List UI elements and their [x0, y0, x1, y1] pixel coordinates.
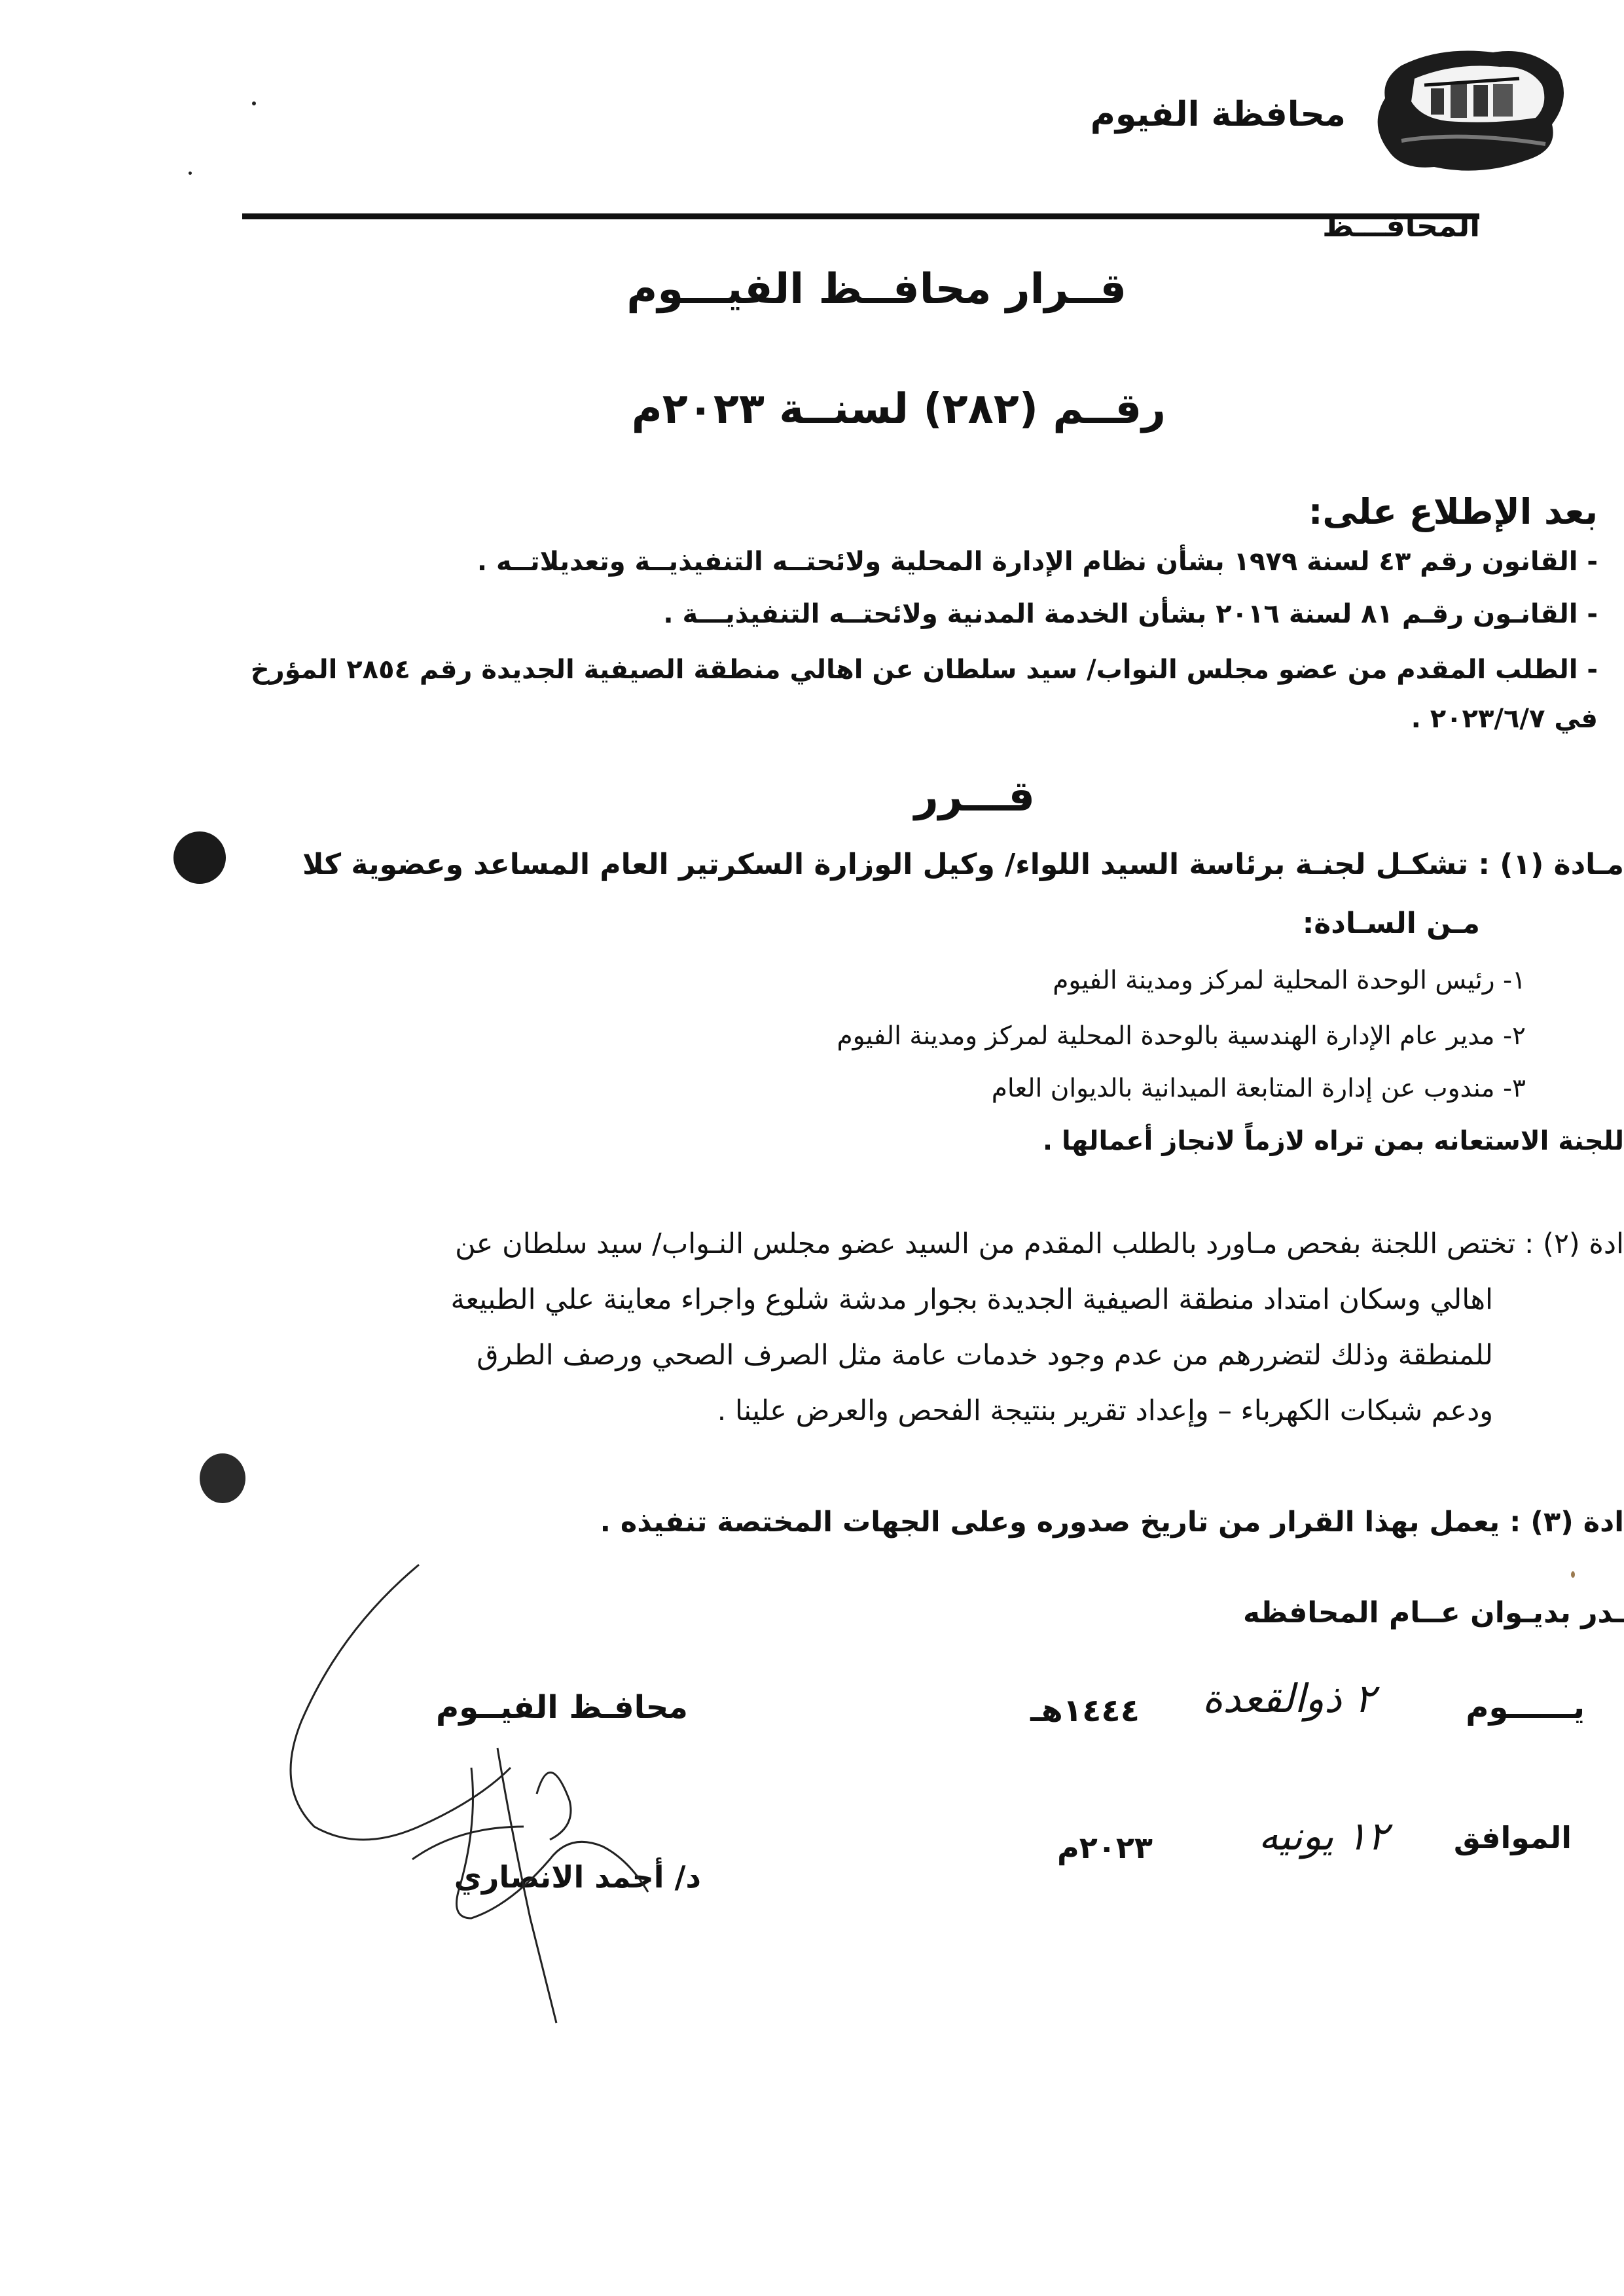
hijri-date-label: يــــــوم: [1466, 1689, 1585, 1726]
gregorian-date-handwritten: ١٢ يونيه: [1258, 1813, 1388, 1859]
preamble-line-4: في ٢٠٢٣/٦/٧ .: [1411, 704, 1598, 734]
article1-line-1: مـادة (١) : تشكـل لجنـة برئاسة السيد اللواء/ وكيل الوزارة السكرتير العام المساعد وعضوية كلا: [302, 848, 1624, 881]
article2-line-4: ودعم شبكات الكهرباء – وإعداد تقرير بنتيجة الفحص والعرض علينا .: [717, 1394, 1493, 1427]
governorate-logo: [1362, 26, 1578, 183]
article1-item-2: ٢- مدير عام الإدارة الهندسية بالوحدة المحلية لمركز ومدينة الفيوم: [837, 1021, 1526, 1051]
scan-speck: [252, 101, 256, 105]
preamble-line-3: - الطلب المقدم من عضو مجلس النواب/ سيد سلطان عن اهالي منطقة الصيفية الجديدة رقم ٢٨٥٤ المؤرخ: [250, 655, 1598, 685]
scan-speck: [189, 172, 192, 175]
gregorian-date-label: الموافق: [1453, 1820, 1572, 1855]
header-divider: [242, 213, 1479, 219]
article1-line-2: مـن السـادة:: [1302, 907, 1480, 940]
article2-line-1: ادة (٢) : تختص اللجنة بفحص مـاورد بالطلب المقدم من السيد عضو مجلس النـواب/ سيد سلطان عن: [455, 1228, 1624, 1260]
governorate-name: محافظة الفيوم: [1090, 95, 1346, 134]
handwritten-signature: [262, 1552, 668, 2030]
punch-hole: [173, 831, 226, 884]
scan-speck: [1571, 1571, 1575, 1578]
signature-stroke-icon: [262, 1552, 668, 2030]
preamble-line-2: - القانـون رقـم ٨١ لسنة ٢٠١٦ بشأن الخدمة المدنية ولائحتــه التنفيذيـــة .: [663, 599, 1598, 629]
punch-hole: [200, 1453, 245, 1503]
signatory-title: محافـظ الفيــوم: [436, 1689, 688, 1726]
decree-number: رقــم (٢٨٢) لسنــة ٢٠٢٣م: [631, 385, 1166, 433]
governorate-emblem-icon: [1362, 26, 1578, 183]
preamble-line-1: - القانون رقم ٤٣ لسنة ١٩٧٩ بشأن نظام الإدارة المحلية ولائحتــه التنفيذيــة وتعديلاتــه .: [477, 547, 1598, 577]
hijri-date-handwritten: ٢ ذوالقعدة: [1202, 1676, 1375, 1722]
article1-item-1: ١- رئيس الوحدة المحلية لمركز ومدينة الفيوم: [1053, 966, 1526, 995]
office-title: المحافـــظ: [1322, 208, 1480, 244]
gregorian-date-printed: ٢٠٢٣م: [1056, 1830, 1153, 1865]
hijri-date-printed: ١٤٤٤هـ: [1030, 1692, 1140, 1729]
article2-line-3: للمنطقة وذلك لتضررهم من عدم وجود خدمات عامة مثل الصرف الصحي ورصف الطرق: [477, 1339, 1493, 1372]
article1-item-3: ٣- مندوب عن إدارة المتابعة الميدانية بالديوان العام: [991, 1074, 1526, 1103]
signatory-name: د/ أحمد الانصاري: [454, 1859, 701, 1895]
article3-line: ادة (٣) : يعمل بهذا القرار من تاريخ صدوره وعلى الجهات المختصة تنفيذه .: [600, 1506, 1624, 1539]
article2-line-2: اهالي وسكان امتداد منطقة الصيفية الجديدة بجوار مدشة شلوع واجراء معاينة علي الطبيعة: [450, 1283, 1493, 1316]
preamble-heading: بعد الإطلاع على:: [1308, 491, 1598, 532]
issued-statement: ـدر بديـوان عــام المحافظه: [1242, 1596, 1624, 1630]
decision-heading: قـــرر: [914, 773, 1035, 821]
decree-title: قــرار محافــظ الفيـــوم: [626, 265, 1127, 314]
article1-closing: للجنة الاستعانه بمن تراه لازماً لانجاز أعمالها .: [1042, 1126, 1624, 1156]
